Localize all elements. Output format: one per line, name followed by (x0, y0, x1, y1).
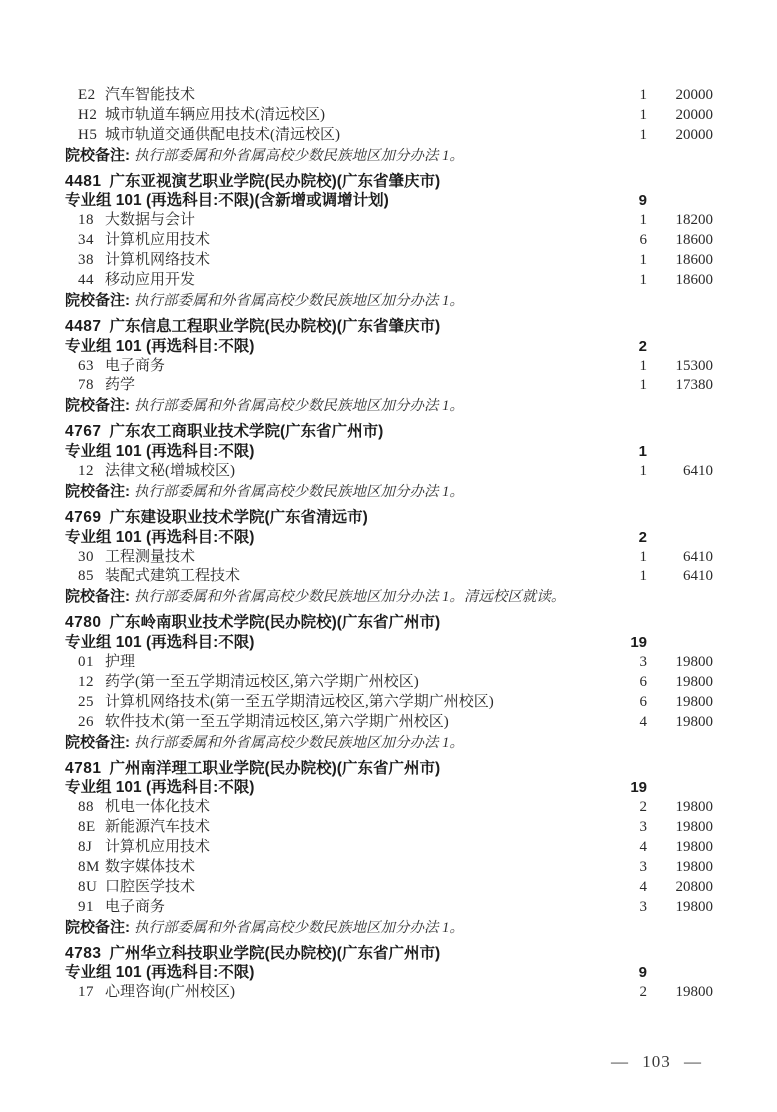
program-quota: 3 (639, 898, 647, 915)
program-quota: 6 (639, 232, 647, 249)
program-row (65, 713, 713, 733)
program-name: 装配式建筑工程技术 (105, 568, 241, 585)
program-name: 工程测量技术 (105, 548, 196, 565)
program-code: 26 (78, 713, 94, 730)
group-quota: 9 (638, 964, 647, 982)
program-code: 12 (78, 463, 94, 480)
subject-group-label: 专业组 101 (再选科目:不限) (65, 964, 255, 982)
program-fee: 15300 (675, 357, 713, 374)
program-code: H2 (78, 106, 98, 123)
program-fee: 19800 (675, 819, 713, 836)
institution-section (65, 759, 713, 938)
program-row (65, 211, 713, 231)
program-code: 34 (78, 232, 94, 249)
institution-remark (65, 291, 713, 311)
remark-text: 执行部委属和外省属高校少数民族地区加分办法 1。 (134, 147, 464, 164)
program-quota: 1 (639, 126, 647, 143)
program-row (65, 693, 713, 713)
institution-header (65, 317, 713, 337)
program-fee: 20800 (675, 878, 713, 895)
program-quota: 1 (639, 87, 647, 103)
program-fee: 19800 (675, 693, 713, 710)
remark-text: 执行部委属和外省属高校少数民族地区加分办法 1。 (134, 398, 464, 415)
program-name: 计算机应用技术 (105, 839, 211, 856)
program-name: 电子商务 (105, 898, 166, 915)
group-quota: 19 (630, 779, 647, 797)
program-row (65, 357, 713, 377)
program-name: 电子商务 (105, 357, 166, 374)
program-code: 01 (78, 654, 94, 671)
program-code: 25 (78, 693, 94, 710)
program-name: 机电一体化技术 (105, 799, 211, 816)
program-name: 法律文秘(增城校区) (105, 463, 235, 480)
program-row (65, 673, 713, 693)
program-code: 18 (78, 212, 94, 229)
remark-text: 执行部委属和外省属高校少数民族地区加分办法 1。 (134, 483, 464, 500)
program-fee: 18600 (675, 232, 713, 249)
institution-remark (65, 918, 713, 938)
institution-section (65, 944, 713, 1004)
program-code: H5 (78, 126, 98, 143)
program-code: E2 (78, 87, 96, 103)
institution-header (65, 613, 713, 633)
program-fee: 18200 (675, 212, 713, 229)
program-row (65, 858, 713, 878)
program-quota: 4 (639, 839, 647, 856)
program-fee: 6410 (683, 548, 713, 565)
program-name: 大数据与会计 (105, 212, 196, 229)
program-row (65, 126, 713, 146)
program-row (65, 798, 713, 818)
program-row (65, 838, 713, 858)
program-quota: 1 (639, 212, 647, 229)
program-fee: 20000 (675, 106, 713, 123)
program-name: 计算机网络技术(第一至五学期清远校区,第六学期广州校区) (105, 693, 494, 710)
institution-title: 广州南洋理工职业学院(民办院校)(广东省广州市) (109, 759, 441, 777)
program-quota: 1 (639, 568, 647, 585)
program-code: 30 (78, 548, 94, 565)
program-code: 8U (78, 878, 98, 895)
subject-group-label: 专业组 101 (再选科目:不限) (65, 528, 255, 546)
program-quota: 1 (639, 357, 647, 374)
institution-section (65, 172, 713, 311)
program-fee: 20000 (675, 87, 713, 103)
remark-label: 院校备注: (65, 588, 130, 606)
page-number (611, 1052, 702, 1072)
program-row (65, 231, 713, 251)
program-quota: 6 (639, 673, 647, 690)
program-name: 城市轨道车辆应用技术(清远校区) (105, 106, 325, 123)
program-code: 78 (78, 377, 94, 394)
program-quota: 4 (639, 878, 647, 895)
program-row (65, 548, 713, 568)
program-row (65, 251, 713, 271)
program-row (65, 653, 713, 673)
program-name: 数字媒体技术 (105, 858, 196, 875)
subject-group-label: 专业组 101 (再选科目:不限) (65, 337, 255, 355)
program-fee: 6410 (683, 568, 713, 585)
institution-header (65, 422, 713, 442)
program-fee: 6410 (683, 463, 713, 480)
remark-label: 院校备注: (65, 918, 130, 936)
program-fee: 18600 (675, 272, 713, 289)
group-quota: 9 (638, 192, 647, 210)
program-name: 口腔医学技术 (105, 878, 196, 895)
institution-header (65, 172, 713, 192)
remark-text: 执行部委属和外省属高校少数民族地区加分办法 1。 (134, 919, 464, 936)
program-row (65, 86, 713, 106)
program-code: 63 (78, 357, 94, 374)
institution-remark (65, 396, 713, 416)
subject-group-label: 专业组 101 (再选科目:不限) (65, 443, 255, 461)
program-code: 88 (78, 799, 94, 816)
group-quota: 1 (638, 443, 647, 461)
program-fee: 19800 (675, 858, 713, 875)
group-quota: 19 (630, 634, 647, 652)
enrollment-table (65, 86, 713, 1003)
institution-remark (65, 146, 713, 166)
program-quota: 1 (639, 463, 647, 480)
program-fee: 20000 (675, 126, 713, 143)
institution-code: 4783 (65, 944, 102, 962)
program-code: 85 (78, 568, 94, 585)
program-code: 91 (78, 898, 94, 915)
program-code: 8J (78, 839, 93, 856)
institution-title: 广东建设职业技术学院(广东省清远市) (109, 508, 368, 526)
program-quota: 6 (639, 693, 647, 710)
institution-remark (65, 733, 713, 753)
program-quota: 1 (639, 252, 647, 269)
program-quota: 3 (639, 654, 647, 671)
institution-code: 4767 (65, 423, 102, 441)
program-name: 药学(第一至五学期清远校区,第六学期广州校区) (105, 673, 419, 690)
program-name: 汽车智能技术 (105, 87, 196, 103)
institution-remark (65, 482, 713, 502)
program-code: 8E (78, 819, 96, 836)
subject-group-row (65, 963, 713, 983)
program-fee: 19800 (675, 654, 713, 671)
program-name: 药学 (105, 377, 136, 394)
program-row (65, 271, 713, 291)
subject-group-row (65, 442, 713, 462)
program-name: 移动应用开发 (105, 272, 196, 289)
institution-title: 广东农工商职业技术学院(广东省广州市) (109, 423, 384, 441)
program-fee: 19800 (675, 839, 713, 856)
remark-label: 院校备注: (65, 291, 130, 309)
institution-title: 广州华立科技职业学院(民办院校)(广东省广州市) (109, 944, 441, 962)
remark-label: 院校备注: (65, 733, 130, 751)
program-fee: 19800 (675, 984, 713, 1001)
program-fee: 19800 (675, 673, 713, 690)
remark-label: 院校备注: (65, 397, 130, 415)
institution-section (65, 508, 713, 607)
subject-group-row (65, 633, 713, 653)
institution-header (65, 508, 713, 528)
program-code: 8M (78, 858, 100, 875)
program-row (65, 462, 713, 482)
subject-group-label: 专业组 101 (再选科目:不限) (65, 634, 255, 652)
program-name: 新能源汽车技术 (105, 819, 211, 836)
institution-header (65, 759, 713, 779)
institution-header (65, 944, 713, 964)
program-fee: 18600 (675, 252, 713, 269)
subject-group-label: 专业组 101 (再选科目:不限) (65, 779, 255, 797)
program-fee: 19800 (675, 898, 713, 915)
program-code: 12 (78, 673, 94, 690)
subject-group-label: 专业组 101 (再选科目:不限)(含新增或调增计划) (65, 192, 389, 210)
program-row (65, 106, 713, 126)
program-fee: 19800 (675, 713, 713, 730)
program-row (65, 376, 713, 396)
program-quota: 2 (639, 984, 647, 1001)
program-fee: 19800 (675, 799, 713, 816)
program-row (65, 983, 713, 1003)
program-code: 44 (78, 272, 94, 289)
remark-text: 执行部委属和外省属高校少数民族地区加分办法 1。 (134, 292, 464, 309)
program-name: 计算机网络技术 (105, 252, 211, 269)
institution-remark (65, 587, 713, 607)
remark-text: 执行部委属和外省属高校少数民族地区加分办法 1。 (134, 734, 464, 751)
program-row (65, 567, 713, 587)
institution-code: 4487 (65, 317, 102, 335)
program-quota: 4 (639, 713, 647, 730)
program-name: 心理咨询(广州校区) (105, 984, 235, 1001)
program-code: 17 (78, 984, 94, 1001)
page-number-text: — 103 — (611, 1052, 702, 1071)
remark-label: 院校备注: (65, 482, 130, 500)
program-quota: 3 (639, 819, 647, 836)
institution-title: 广东信息工程职业学院(民办院校)(广东省肇庆市) (109, 317, 441, 335)
institution-section (65, 613, 713, 752)
program-quota: 1 (639, 377, 647, 394)
group-quota: 2 (638, 337, 647, 355)
institution-code: 4781 (65, 759, 102, 777)
program-row (65, 878, 713, 898)
program-name: 城市轨道交通供配电技术(清远校区) (105, 126, 340, 143)
program-quota: 1 (639, 106, 647, 123)
institution-code: 4481 (65, 172, 102, 190)
institution-code: 4780 (65, 614, 102, 632)
program-name: 软件技术(第一至五学期清远校区,第六学期广州校区) (105, 713, 449, 730)
institution-title: 广东亚视演艺职业学院(民办院校)(广东省肇庆市) (109, 172, 441, 190)
program-row (65, 898, 713, 918)
institution-code: 4769 (65, 508, 102, 526)
subject-group-row (65, 778, 713, 798)
subject-group-row (65, 191, 713, 211)
program-quota: 1 (639, 272, 647, 289)
program-row (65, 818, 713, 838)
remark-label: 院校备注: (65, 146, 130, 164)
program-quota: 1 (639, 548, 647, 565)
subject-group-row (65, 337, 713, 357)
institution-section (65, 317, 713, 416)
institution-section (65, 86, 713, 166)
program-name: 护理 (105, 654, 136, 671)
subject-group-row (65, 528, 713, 548)
program-quota: 2 (639, 799, 647, 816)
program-quota: 3 (639, 858, 647, 875)
program-fee: 17380 (675, 377, 713, 394)
institution-section (65, 422, 713, 502)
group-quota: 2 (638, 528, 647, 546)
institution-title: 广东岭南职业技术学院(民办院校)(广东省广州市) (109, 614, 441, 632)
remark-text: 执行部委属和外省属高校少数民族地区加分办法 1。清远校区就读。 (134, 589, 566, 606)
program-code: 38 (78, 252, 94, 269)
program-name: 计算机应用技术 (105, 232, 211, 249)
